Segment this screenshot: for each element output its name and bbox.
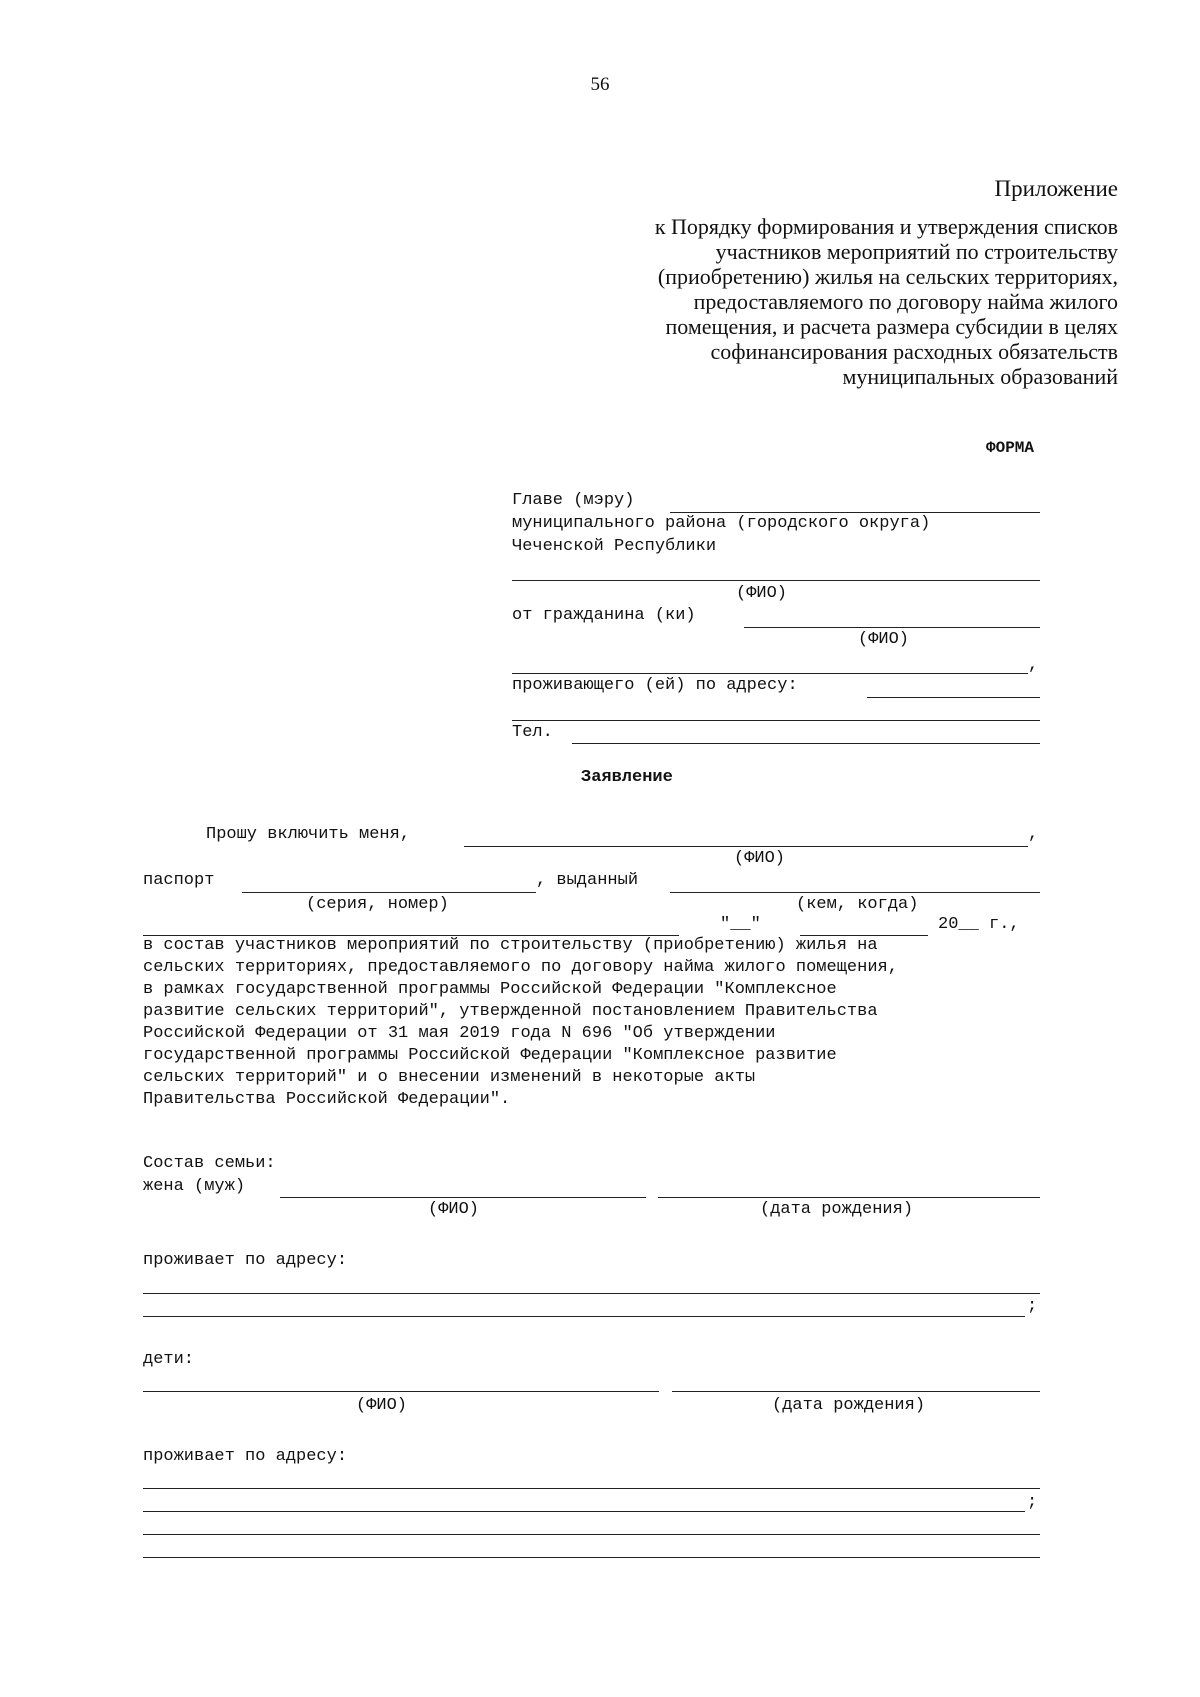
date-day: "__" bbox=[720, 915, 761, 934]
page-number: 56 bbox=[590, 74, 610, 95]
family-title: Состав семьи: bbox=[143, 1154, 276, 1173]
form-label: ФОРМА bbox=[985, 439, 1034, 457]
republic-label: Чеченской Республики bbox=[512, 537, 717, 556]
statement-title: Заявление bbox=[581, 768, 673, 787]
spouse-birth-line[interactable] bbox=[658, 1197, 1040, 1198]
from-fio-line[interactable] bbox=[744, 627, 1040, 628]
request-label: Прошу включить меня, bbox=[206, 825, 411, 844]
children-address-line-4[interactable] bbox=[143, 1557, 1040, 1558]
children-fio-line[interactable] bbox=[143, 1391, 659, 1392]
date-year: 20__ г., bbox=[938, 915, 1020, 934]
head-fio-line[interactable] bbox=[512, 580, 1040, 581]
head-fio-caption: (ФИО) bbox=[736, 584, 788, 603]
spouse-birth-caption: (дата рождения) bbox=[760, 1200, 914, 1219]
children-birth-caption: (дата рождения) bbox=[772, 1396, 926, 1415]
spouse-semicolon: ; bbox=[1027, 1297, 1038, 1316]
passport-label: паспорт bbox=[143, 871, 215, 890]
children-address-line-2[interactable] bbox=[143, 1511, 1025, 1512]
request-fio-caption: (ФИО) bbox=[734, 849, 786, 868]
spouse-label: жена (муж) bbox=[143, 1177, 246, 1196]
request-fio-line[interactable] bbox=[464, 846, 1028, 847]
from-fio-caption: (ФИО) bbox=[858, 630, 910, 649]
tel-line[interactable] bbox=[572, 743, 1040, 744]
children-address-line-1[interactable] bbox=[143, 1488, 1040, 1489]
residing-line-2[interactable] bbox=[512, 720, 1040, 721]
district-label: муниципального района (городского округа) bbox=[512, 514, 931, 533]
spouse-address-line-2[interactable] bbox=[143, 1316, 1025, 1317]
children-address-label: проживает по адресу: bbox=[143, 1447, 348, 1466]
spouse-address-line-1[interactable] bbox=[143, 1293, 1040, 1294]
issued-label: , выданный bbox=[536, 871, 639, 890]
spouse-fio-caption: (ФИО) bbox=[428, 1200, 480, 1219]
children-birth-line[interactable] bbox=[672, 1391, 1040, 1392]
tel-label: Тел. bbox=[512, 723, 553, 742]
series-caption: (серия, номер) bbox=[306, 895, 449, 914]
spouse-fio-line[interactable] bbox=[280, 1197, 646, 1198]
from-comma: , bbox=[1028, 656, 1039, 675]
appendix-title: Приложение bbox=[994, 176, 1118, 201]
residing-line-1[interactable] bbox=[867, 697, 1040, 698]
from-extra-line[interactable] bbox=[512, 673, 1028, 674]
from-label: от гражданина (ки) bbox=[512, 606, 696, 625]
spouse-address-label: проживает по адресу: bbox=[143, 1251, 348, 1270]
children-fio-caption: (ФИО) bbox=[356, 1396, 408, 1415]
passport-number-line[interactable] bbox=[242, 892, 536, 893]
residing-label: проживающего (ей) по адресу: bbox=[512, 676, 798, 695]
issued-by-line[interactable] bbox=[670, 892, 1040, 893]
appendix-subtitle: к Порядку формирования и утверждения списков участников мероприятий по строительству (приобретению) жилья на сельских территориях, предоставляемого по договору найма жилого помещения, и расчета размера субсидии в целях софинансирования расходных обязательств муниципальных образований bbox=[654, 214, 1118, 389]
by-when-caption: (кем, когда) bbox=[796, 895, 919, 914]
children-label: дети: bbox=[143, 1350, 195, 1369]
head-label: Главе (мэру) bbox=[512, 491, 635, 510]
children-semicolon: ; bbox=[1027, 1493, 1038, 1512]
request-comma: , bbox=[1028, 825, 1039, 844]
statement-body: в состав участников мероприятий по строительству (приобретению) жилья на сельских территориях, предоставляемого по договору найма жилого помещения, в рамках государственной программы Российской Федерации "Комплексное развитие сельских территорий", утвержденной постановлением Правительства Российской Федерации от 31 мая 2019 года N 696 "Об утверждении государственной программы Российской Федерации "Комплексное развитие сельских территорий" и о внесении изменений в некоторые акты Правительства Российской Федерации". bbox=[143, 936, 898, 1109]
children-address-line-3[interactable] bbox=[143, 1534, 1040, 1535]
